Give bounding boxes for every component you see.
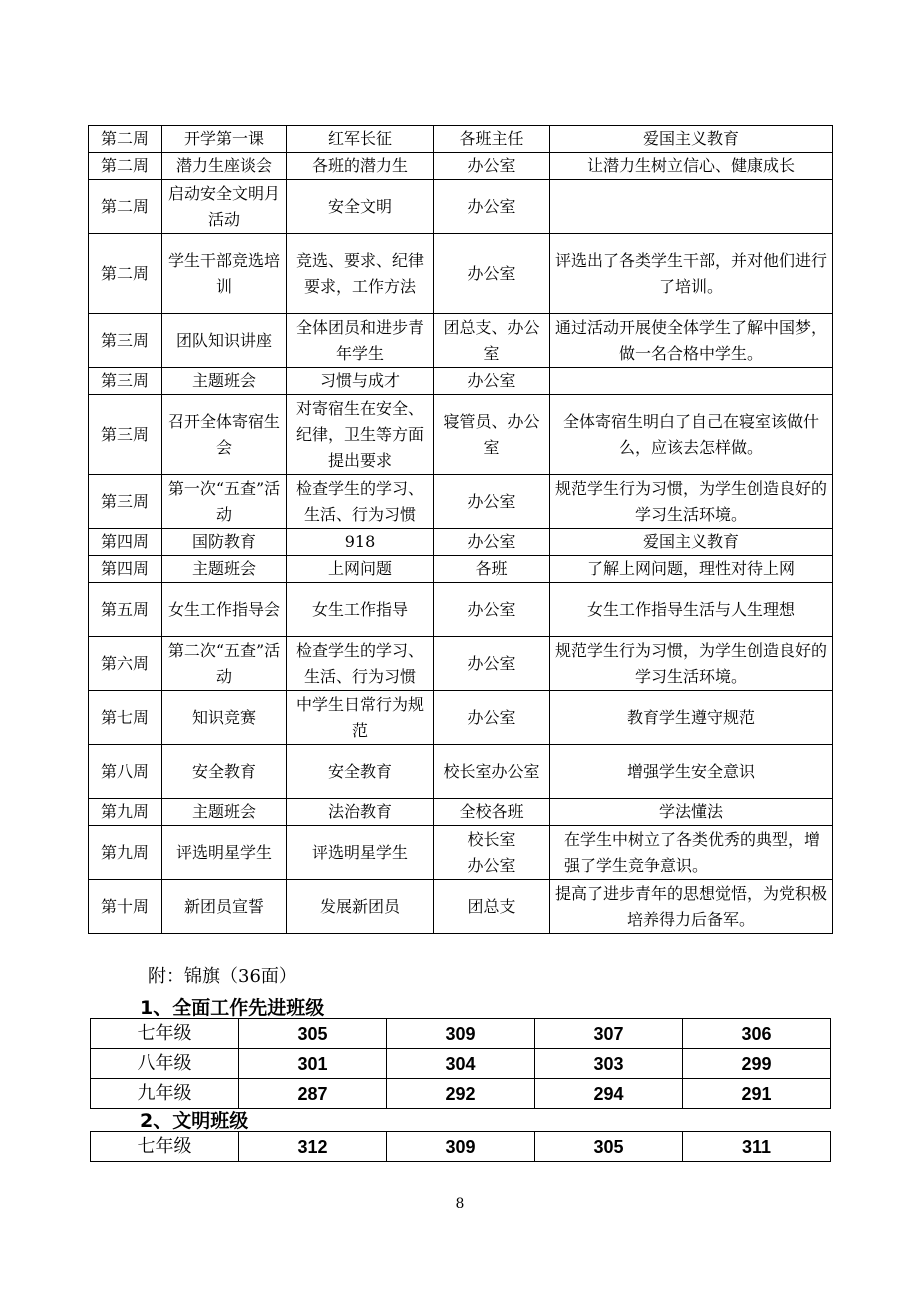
activity-activity-cell: 团队知识讲座: [162, 314, 287, 368]
activity-content-cell: 发展新团员: [287, 880, 434, 934]
class-number: 291: [683, 1079, 831, 1109]
activity-content-cell: 对寄宿生在安全、纪律，卫生等方面提出要求: [287, 395, 434, 475]
activity-row: [89, 153, 833, 180]
activity-week-cell: 第二周: [89, 234, 162, 314]
activity-week-cell: 第二周: [89, 126, 162, 153]
activity-week-cell: 第三周: [89, 314, 162, 368]
class-number: 301: [239, 1049, 387, 1079]
grade-row: [91, 1079, 831, 1109]
activity-activity-cell: 女生工作指导会: [162, 583, 287, 637]
activity-week-cell: 第九周: [89, 826, 162, 880]
activity-effect-cell: 爱国主义教育: [550, 126, 833, 153]
activity-activity-cell: 第一次“五查”活动: [162, 475, 287, 529]
activity-week-cell: 第八周: [89, 745, 162, 799]
activity-activity-cell: 主题班会: [162, 556, 287, 583]
activity-organizer-cell: 办公室: [434, 583, 550, 637]
activity-content-cell: 习惯与成才: [287, 368, 434, 395]
class-number: 294: [535, 1079, 683, 1109]
activity-effect-cell: 在学生中树立了各类优秀的典型，增强了学生竞争意识。: [550, 826, 833, 880]
activity-activity-cell: 召开全体寄宿生会: [162, 395, 287, 475]
activity-row: [89, 583, 833, 637]
activity-activity-cell: 评选明星学生: [162, 826, 287, 880]
activity-effect-cell: 全体寄宿生明白了自己在寝室该做什么，应该去怎样做。: [550, 395, 833, 475]
grade-row: [91, 1132, 831, 1162]
activity-row: [89, 556, 833, 583]
activity-row: [89, 395, 833, 475]
activity-effect-cell: 通过活动开展使全体学生了解中国梦，做一名合格中学生。: [550, 314, 833, 368]
activity-row: [89, 637, 833, 691]
activity-effect-cell: 提高了进步青年的思想觉悟，为党积极培养得力后备军。: [550, 880, 833, 934]
activity-row: [89, 799, 833, 826]
activity-organizer-cell: 办公室: [434, 368, 550, 395]
activity-week-cell: 第四周: [89, 529, 162, 556]
activity-organizer-cell: 团总支: [434, 880, 550, 934]
activity-organizer-cell: 办公室: [434, 691, 550, 745]
activity-effect-cell: 增强学生安全意识: [550, 745, 833, 799]
class-number: 304: [387, 1049, 535, 1079]
activity-effect-cell: [550, 180, 833, 234]
grade-label: 七年级: [91, 1132, 239, 1162]
grade-label: 八年级: [91, 1049, 239, 1079]
class-number: 299: [683, 1049, 831, 1079]
activity-content-cell: 全体团员和进步青年学生: [287, 314, 434, 368]
class-number: 311: [683, 1132, 831, 1162]
class-number: 312: [239, 1132, 387, 1162]
activity-row: [89, 314, 833, 368]
activity-organizer-cell: 全校各班: [434, 799, 550, 826]
activity-content-cell: 安全教育: [287, 745, 434, 799]
grade-row: [91, 1049, 831, 1079]
activity-content-cell: 评选明星学生: [287, 826, 434, 880]
activity-week-cell: 第十周: [89, 880, 162, 934]
class-number: 306: [683, 1019, 831, 1049]
activity-row: [89, 745, 833, 799]
class-number: 303: [535, 1049, 683, 1079]
activity-row: [89, 529, 833, 556]
activity-row: [89, 880, 833, 934]
activity-row: [89, 475, 833, 529]
activity-effect-cell: 让潜力生树立信心、健康成长: [550, 153, 833, 180]
section1-title: 1、全面工作先进班级: [140, 997, 325, 1019]
class-number: 287: [239, 1079, 387, 1109]
activity-row: [89, 691, 833, 745]
activity-organizer-cell: 寝管员、办公室: [434, 395, 550, 475]
activity-activity-cell: 启动安全文明月活动: [162, 180, 287, 234]
activity-week-cell: 第二周: [89, 180, 162, 234]
activity-week-cell: 第七周: [89, 691, 162, 745]
advanced-class-table: [90, 1018, 831, 1109]
grade-row: [91, 1019, 831, 1049]
activity-content-cell: 安全文明: [287, 180, 434, 234]
class-number: 307: [535, 1019, 683, 1049]
activity-effect-cell: 评选出了各类学生干部，并对他们进行了培训。: [550, 234, 833, 314]
activity-content-cell: 上网问题: [287, 556, 434, 583]
activity-organizer-cell: 办公室: [434, 234, 550, 314]
activity-week-cell: 第二周: [89, 153, 162, 180]
activity-organizer-cell: 团总支、办公室: [434, 314, 550, 368]
activity-organizer-cell: 办公室: [434, 637, 550, 691]
section2-title: 2、文明班级: [140, 1110, 249, 1132]
activity-row: [89, 368, 833, 395]
activity-row: [89, 826, 833, 880]
activity-row: [89, 126, 833, 153]
class-number: 292: [387, 1079, 535, 1109]
activity-activity-cell: 潜力生座谈会: [162, 153, 287, 180]
activity-activity-cell: 主题班会: [162, 799, 287, 826]
activity-organizer-cell: 校长室 办公室: [434, 826, 550, 880]
activity-content-cell: 中学生日常行为规范: [287, 691, 434, 745]
class-number: 309: [387, 1019, 535, 1049]
class-number: 309: [387, 1132, 535, 1162]
activity-week-cell: 第九周: [89, 799, 162, 826]
activity-content-cell: 竞选、要求、纪律要求，工作方法: [287, 234, 434, 314]
activity-effect-cell: 学法懂法: [550, 799, 833, 826]
class-number: 305: [535, 1132, 683, 1162]
activity-content-cell: 检查学生的学习、生活、行为习惯: [287, 475, 434, 529]
activity-week-cell: 第三周: [89, 368, 162, 395]
activity-effect-cell: 爱国主义教育: [550, 529, 833, 556]
activity-organizer-cell: 办公室: [434, 529, 550, 556]
activity-activity-cell: 学生干部竞选培训: [162, 234, 287, 314]
class-number: 305: [239, 1019, 387, 1049]
activity-week-cell: 第三周: [89, 475, 162, 529]
page-number: 8: [455, 1196, 465, 1212]
activity-content-cell: 女生工作指导: [287, 583, 434, 637]
activity-week-cell: 第六周: [89, 637, 162, 691]
activity-row: [89, 180, 833, 234]
activity-effect-cell: 女生工作指导生活与人生理想: [550, 583, 833, 637]
activity-effect-cell: [550, 368, 833, 395]
activity-effect-cell: 规范学生行为习惯，为学生创造良好的学习生活环境。: [550, 637, 833, 691]
activity-content-cell: 红军长征: [287, 126, 434, 153]
activity-effect-cell: 了解上网问题，理性对待上网: [550, 556, 833, 583]
activity-activity-cell: 安全教育: [162, 745, 287, 799]
activity-week-cell: 第三周: [89, 395, 162, 475]
activity-content-cell: 检查学生的学习、生活、行为习惯: [287, 637, 434, 691]
activity-organizer-cell: 办公室: [434, 180, 550, 234]
activity-content-cell: 法治教育: [287, 799, 434, 826]
grade-label: 七年级: [91, 1019, 239, 1049]
activity-organizer-cell: 办公室: [434, 153, 550, 180]
civilized-class-table: [90, 1131, 831, 1162]
activity-week-cell: 第五周: [89, 583, 162, 637]
activity-week-cell: 第四周: [89, 556, 162, 583]
activity-content-cell: 918: [287, 529, 434, 556]
activity-activity-cell: 知识竞赛: [162, 691, 287, 745]
activity-content-cell: 各班的潜力生: [287, 153, 434, 180]
activity-activity-cell: 新团员宣誓: [162, 880, 287, 934]
activity-organizer-cell: 办公室: [434, 475, 550, 529]
activity-activity-cell: 国防教育: [162, 529, 287, 556]
activity-effect-cell: 教育学生遵守规范: [550, 691, 833, 745]
grade-label: 九年级: [91, 1079, 239, 1109]
activity-activity-cell: 开学第一课: [162, 126, 287, 153]
activity-table: [88, 125, 833, 934]
activity-organizer-cell: 各班: [434, 556, 550, 583]
activity-organizer-cell: 各班主任: [434, 126, 550, 153]
activity-activity-cell: 主题班会: [162, 368, 287, 395]
activity-effect-cell: 规范学生行为习惯，为学生创造良好的学习生活环境。: [550, 475, 833, 529]
activity-row: [89, 234, 833, 314]
appendix-note: 附：锦旗（36面）: [148, 966, 297, 987]
activity-organizer-cell: 校长室办公室: [434, 745, 550, 799]
activity-activity-cell: 第二次“五查”活动: [162, 637, 287, 691]
